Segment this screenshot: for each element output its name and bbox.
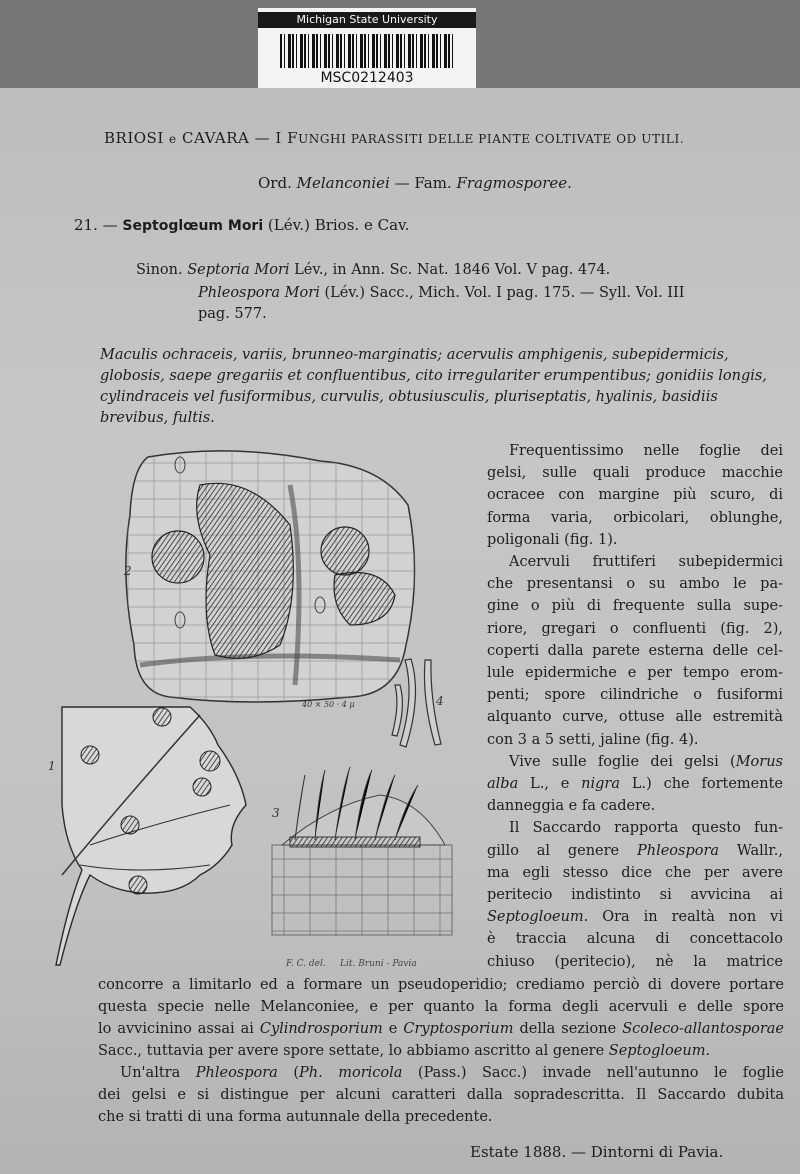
collection-info: Estate 1888. — Dintorni di Pavia.: [470, 1143, 724, 1161]
text-line: Il Saccardo rapporta questo fun-: [509, 820, 783, 837]
figure-1-leaf: [56, 707, 246, 965]
text-line: Sacc., tuttavia per avere spore settate, lo abbiamo ascritto al genere Septogloeum.: [98, 1043, 711, 1059]
illustration-plate: [50, 445, 450, 980]
text-line: alquanto curve, ottuse alle estremità: [487, 709, 783, 726]
text-line: ocracee con margine più scuro, di: [487, 487, 783, 504]
figure-label-2: 2: [124, 564, 132, 578]
text-line: coperti dalla parete esterna delle cel-: [487, 642, 783, 659]
species-name: Septoglœum Mori: [122, 218, 264, 234]
figure-label-3: 3: [272, 806, 280, 820]
barcode-label: [258, 8, 476, 90]
text-line: peritecio indistinto si avvicina ai: [487, 887, 783, 904]
description-right-column: [487, 440, 783, 973]
synonym-1-name: Septoria Mori: [187, 262, 290, 278]
page-header: [104, 128, 684, 149]
illustrator-credit: F. C. del.: [286, 959, 326, 969]
figure-4-spores: [392, 659, 441, 747]
synonym-2-name: Phleospora Mori: [198, 285, 320, 301]
figure-magnification: 40 × 50 · 4 μ: [302, 700, 355, 709]
synonym-line-2: [198, 283, 684, 303]
text-line: poligonali (fig. 1).: [487, 531, 618, 548]
text-line: Frequentissimo nelle foglie dei: [509, 443, 783, 459]
synonym-3-ref: pag. 577.: [198, 306, 267, 322]
synonym-2-ref: (Lév.) Sacc., Mich. Vol. I pag. 175. — Syll. Vol. III: [324, 285, 685, 301]
barcode-bars: [280, 34, 454, 68]
header-title-rest: UNGHI PARASSITI DELLE PIANTE COLTIVATE OD UTILI.: [298, 132, 685, 146]
header-conj: e: [169, 132, 177, 146]
figure-3-section: [272, 767, 452, 935]
species-number: 21. —: [74, 216, 118, 234]
order-name: Melanconiei: [296, 174, 390, 192]
description-full-width: [98, 974, 784, 1128]
text-line: forma varia, orbicolari, oblunghe,: [487, 509, 783, 526]
text-line: Acervuli fruttiferi subepidermici: [509, 554, 783, 571]
printer-credit: Lit. Bruni - Pavia: [340, 959, 417, 969]
text-line: alba L., e nigra L.) che fortemente: [487, 776, 783, 793]
species-title: [74, 215, 409, 236]
latin-line: cylindraceis vel fusiformibus, curvulis, obtusiusculis, pluriseptatis, hyalinis, basidiis: [100, 389, 718, 405]
latin-line: Maculis ochraceis, variis, brunneo-marginatis; acervulis amphigenis, subepidermicis,: [100, 347, 729, 363]
species-authority: (Lév.) Brios. e Cav.: [267, 216, 410, 234]
synonym-label: Sinon.: [136, 262, 183, 278]
header-authors-2: CAVARA: [182, 129, 250, 147]
text-line: gelsi, sulle quali produce macchie: [487, 465, 783, 482]
synonym-line-3: [198, 304, 267, 324]
text-line: concorre a limitarlo ed a formare un pseudoperidio; crediamo perciò di dovere portare: [98, 977, 784, 993]
text-line: Septogloeum. Ora in realtà non vi: [487, 909, 783, 926]
text-line: Un'altra Phleospora (Ph. moricola (Pass.) Sacc.) invade nell'autunno le foglie: [120, 1065, 784, 1081]
text-line: riore, gregari o confluenti (fig. 2),: [487, 620, 783, 637]
text-line: gine o più di frequente sulla supe-: [487, 598, 783, 615]
order-label: Ord.: [258, 174, 292, 192]
text-line: ma egli stesso dice che per avere: [487, 864, 783, 881]
text-line: lule epidermiche e per tempo erom-: [487, 665, 783, 682]
text-line: è traccia alcuna di concettacolo: [487, 931, 783, 948]
header-dash: —: [254, 129, 271, 147]
order-family-line: [258, 173, 572, 193]
barcode-number: MSC0212403: [320, 70, 414, 86]
latin-diagnosis: [100, 345, 780, 429]
family-name: Fragmosporee.: [456, 174, 572, 192]
latin-line: brevibus, fultis.: [100, 410, 215, 426]
text-line: Vive sulle foglie dei gelsi (Morus: [509, 753, 783, 770]
text-line: dei gelsi e si distingue per alcuni caratteri dalla sopradescritta. Il Saccardo dubita: [98, 1087, 784, 1103]
synonym-line-1: [136, 260, 610, 280]
text-line: con 3 a 5 setti, jaline (fig. 4).: [487, 731, 699, 748]
latin-line: globosis, saepe gregariis et confluentibus, cito irregulariter erumpentibus; gonidiis longis,: [100, 368, 767, 384]
figure-2-epidermis: [126, 451, 415, 702]
text-line: danneggia e fa cadere.: [487, 798, 656, 815]
text-line: chiuso (peritecio), nè la matrice: [487, 953, 783, 970]
text-line: questa specie nelle Melanconiee, e per quanto la forma degli acervuli e delle spore: [98, 999, 784, 1015]
text-line: lo avvicinino assai ai Cylindrosporium e Cryptosporium della sezione Scoleco-allantosporae: [98, 1021, 785, 1037]
text-line: penti; spore cilindriche o fusiformi: [487, 687, 783, 704]
family-label: — Fam.: [394, 174, 452, 192]
barcode-institution: Michigan State University: [258, 12, 476, 28]
text-line: che presentansi o su ambo le pa-: [487, 576, 783, 593]
text-line: che si tratti di una forma autunnale della precedente.: [98, 1109, 493, 1125]
header-title-i: I: [275, 129, 282, 147]
figure-label-1: 1: [48, 759, 56, 773]
header-authors: BRIOSI: [104, 129, 164, 147]
header-title-f: F: [287, 129, 299, 147]
figure-label-4: 4: [436, 694, 444, 708]
text-line: gillo al genere Phleospora Wallr.,: [487, 842, 783, 859]
synonym-1-ref: Lév., in Ann. Sc. Nat. 1846 Vol. V pag. 474.: [294, 262, 611, 278]
